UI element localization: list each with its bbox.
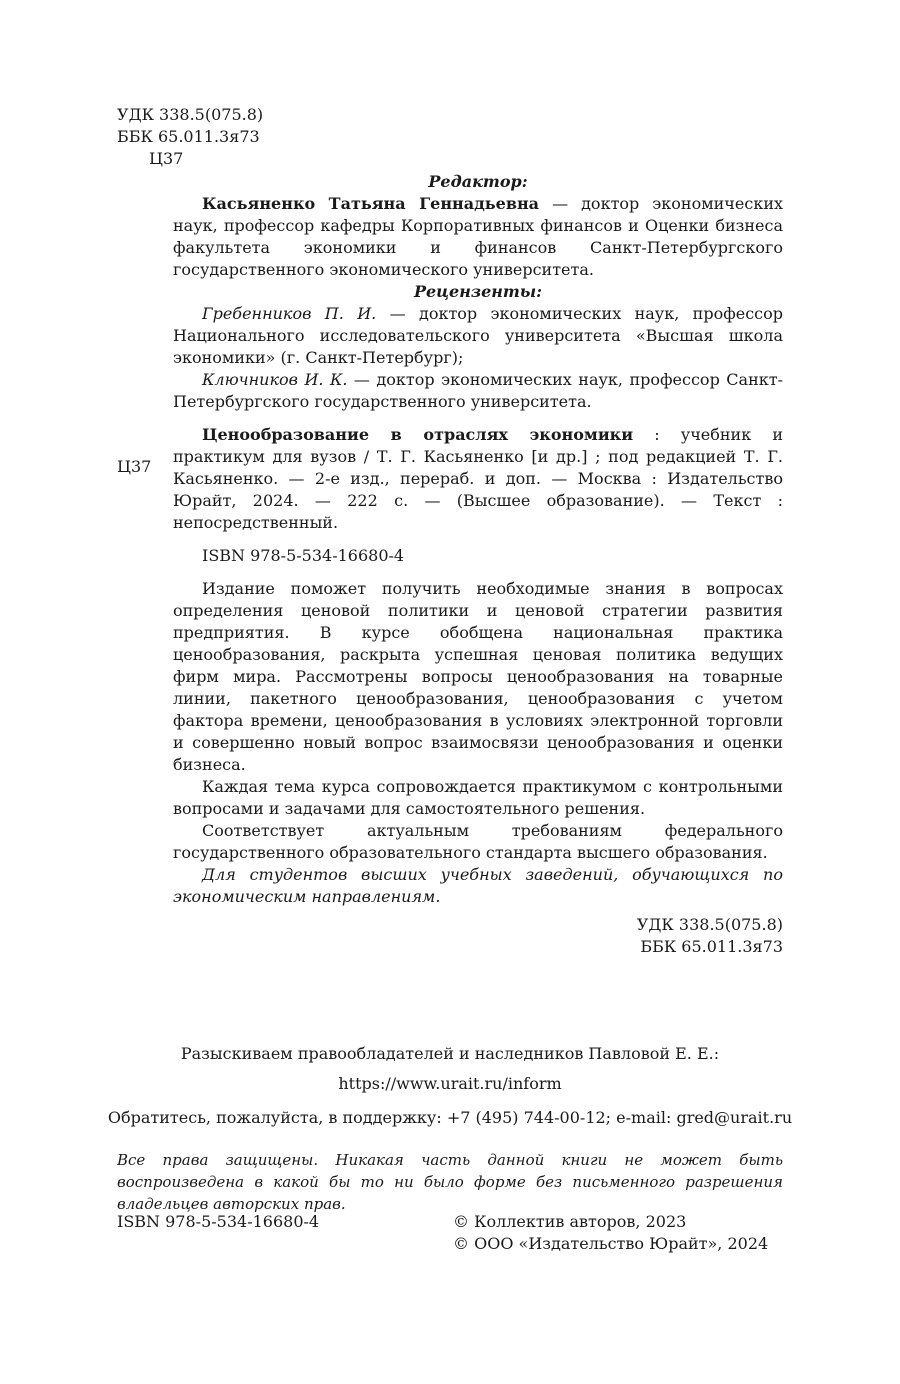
copyright-publisher: © ООО «Издательство Юрайт», 2024 [453, 1234, 769, 1253]
classification-bbk: ББК 65.011.3я73 [640, 937, 783, 956]
bbk-code: ББК 65.011.3я73 [117, 127, 260, 146]
reviewer-name: Ключников И. К. [202, 370, 348, 389]
editor-paragraph [173, 193, 783, 281]
footer-isbn: ISBN 978-5-534-16680-4 [117, 1212, 320, 1231]
classification-header [117, 104, 317, 170]
reviewer-name: Гребенников П. И. [202, 304, 377, 323]
reviewer-description: — доктор экономических наук, профессор Санкт-Петербургского государственного университета. [173, 370, 783, 411]
rights-reserved: Все права защищены. Никакая часть данной книги не может быть воспроизведена в какой бы то ни было форме без письменного разрешения владельцев авторских прав. [117, 1151, 783, 1213]
bibliographic-details: : учебник и практикум для вузов / Т. Г. Касьяненко [и др.] ; под редакцией Т. Г. Касьяненко. — 2-е изд., перераб. и доп. — Москва : Издательство Юрайт, 2024. — 222 с. — (Высшее образование). — Текст : непосредственный. [173, 425, 784, 532]
reviewer-description: — доктор экономических наук, профессор Национального исследовательского университета «Высшая школа экономики» (г. Санкт-Петербург); [173, 304, 783, 367]
record-isbn: ISBN 978-5-534-16680-4 [202, 546, 405, 565]
reviewers-heading: Рецензенты: [413, 282, 543, 301]
annotation-paragraph: Соответствует актуальным требованиям федерального государственного образовательного стандарта высшего образования. [173, 821, 783, 862]
annotation-paragraph: Издание поможет получить необходимые знания в вопросах определения ценовой политики и ценовой стратегии развития предприятия. В курсе обобщена национальная практика ценообразования, раскрыта успешная ценовая политика ведущих фирм мира. Рассмотрены вопросы ценообразования на товарные линии, пакетного ценообразования, ценообразования с учетом фактора времени, ценообразования в условиях электронной торговли и совершенно новый вопрос взаимосвязи ценообразования и оценки бизнеса. [173, 579, 783, 774]
audience-note: Для студентов высших учебных заведений, обучающихся по экономическим направлениям. [173, 865, 783, 906]
copyright-block [453, 1211, 768, 1255]
editor-heading: Редактор: [428, 172, 528, 191]
annotation-paragraph: Каждая тема курса сопровождается практикумом с контрольными вопросами и задачами для самостоятельного решения. [173, 777, 783, 818]
bibliographic-record [173, 424, 783, 534]
inform-link[interactable]: https://www.urait.ru/inform [338, 1074, 562, 1093]
reviewer-paragraph [173, 303, 783, 369]
reviewer-paragraph [173, 369, 783, 413]
author-sign-side: Ц37 [117, 457, 152, 476]
rightholders-notice [0, 1043, 900, 1095]
book-title: Ценообразование в отраслях экономики [202, 425, 634, 444]
support-contact: Обратитесь, пожалуйста, в поддержку: +7 (495) 744-00-12; e-mail: gred@urait.ru [107, 1108, 793, 1127]
classification-udk: УДК 338.5(075.8) [636, 915, 783, 934]
notice-text: Разыскиваем правообладателей и наследников Павловой Е. Е.: [180, 1044, 720, 1063]
author-sign: Ц37 [149, 149, 184, 168]
copyright-authors: © Коллектив авторов, 2023 [453, 1212, 687, 1231]
main-text-block [173, 171, 783, 958]
editor-description: — доктор экономических наук, профессор кафедры Корпоративных финансов и Оценки бизнеса факультета экономики и финансов Санкт-Петербургского государственного экономического университета. [173, 194, 784, 279]
editor-name: Касьяненко Татьяна Геннадьевна [202, 194, 540, 213]
udk-code: УДК 338.5(075.8) [117, 105, 264, 124]
